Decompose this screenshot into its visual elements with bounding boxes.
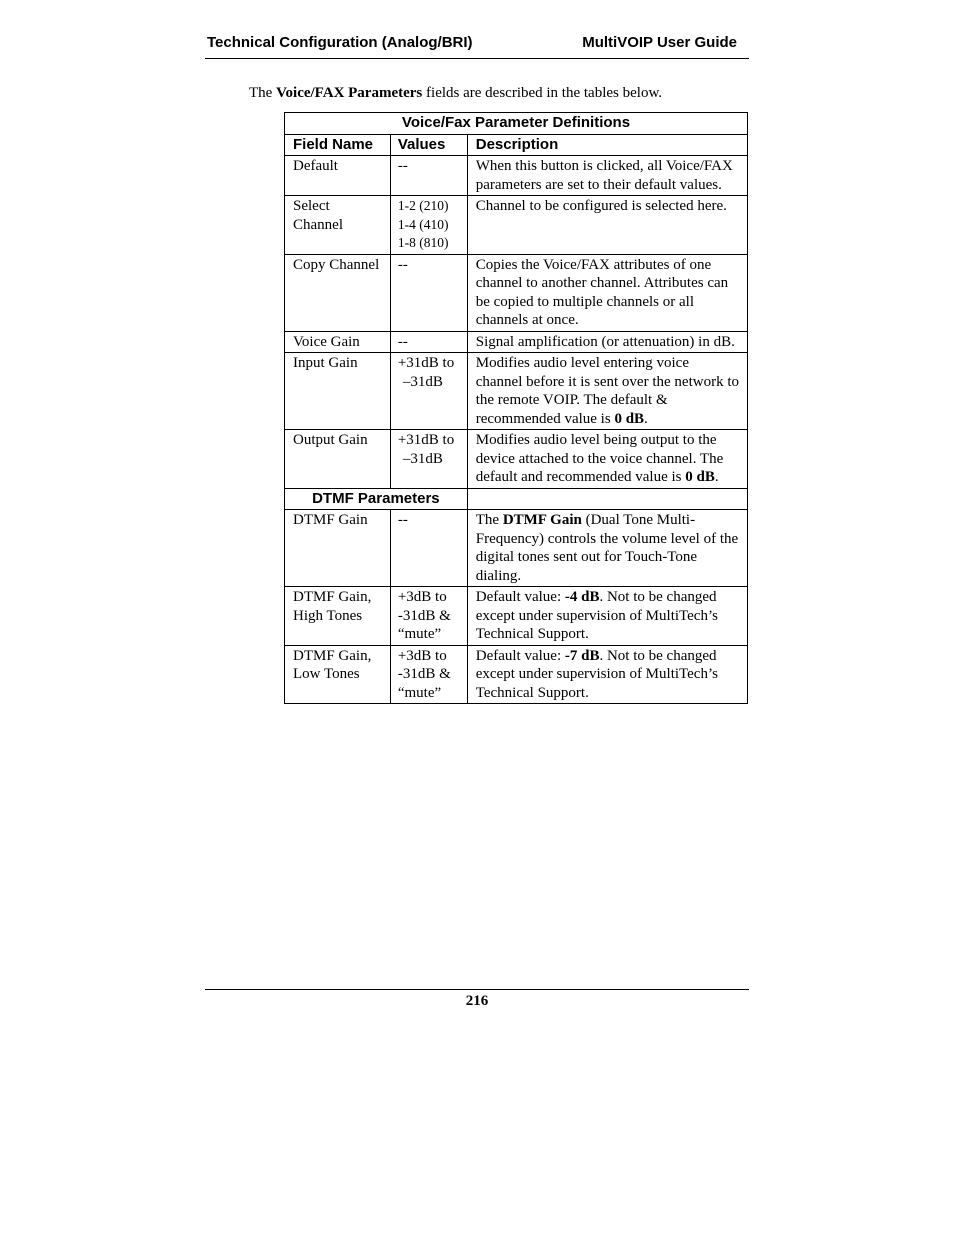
description-bold-text: 0 dB xyxy=(614,410,645,427)
value-line: “mute” xyxy=(397,684,442,701)
values-cell xyxy=(390,510,467,587)
description-cell xyxy=(467,156,747,196)
field-name-cell: Default xyxy=(285,156,391,196)
description-text: Default value: xyxy=(475,647,565,664)
table-header-row xyxy=(285,134,748,156)
value-line: -- xyxy=(397,333,408,350)
description-text: (Dual Tone Multi-Frequency) controls the volume level of the digital tones sent out for Touch-Tone dialing. xyxy=(475,512,739,584)
page-header xyxy=(205,33,749,59)
value-line: +31dB to xyxy=(397,355,455,371)
description-bold-text: -7 dB xyxy=(564,647,600,664)
value-line: -31dB & xyxy=(397,666,451,682)
values-cell xyxy=(390,353,467,430)
intro-bold: Voice/FAX Parameters xyxy=(276,85,423,101)
field-name-cell: DTMF Gain, Low Tones xyxy=(285,645,391,704)
value-line: +3dB to xyxy=(397,589,447,605)
description-text: Channel to be configured is selected here. xyxy=(475,198,727,214)
description-text: . Not to be changed except under supervision of MultiTech’s Technical Support. xyxy=(475,647,718,701)
value-line: “mute” xyxy=(397,626,442,642)
column-header-field-name: Field Name xyxy=(285,134,391,156)
value-line: -- xyxy=(397,158,408,174)
description-text: When this button is clicked, all Voice/FAX parameters are set to their default values. xyxy=(475,158,733,193)
value-line: 1-2 (210) xyxy=(397,198,449,213)
table-row xyxy=(285,430,748,489)
description-text: . xyxy=(714,469,719,485)
column-header-values: Values xyxy=(390,134,467,156)
values-cell xyxy=(390,156,467,196)
description-cell xyxy=(467,430,747,489)
dtmf-section-row xyxy=(285,488,748,510)
values-cell xyxy=(390,254,467,331)
table-row xyxy=(285,587,748,646)
field-name-cell: Input Gain xyxy=(285,353,391,430)
page-footer xyxy=(205,989,749,1010)
table-row xyxy=(285,510,748,587)
description-cell xyxy=(467,510,747,587)
dtmf-section-empty-cell xyxy=(467,488,747,510)
dtmf-section-heading: DTMF Parameters xyxy=(285,488,468,510)
description-text: . Not to be changed except under supervision of MultiTech’s Technical Support. xyxy=(475,589,718,642)
values-cell xyxy=(390,331,467,353)
table-row xyxy=(285,645,748,704)
field-name-cell: Select Channel xyxy=(285,196,391,255)
values-cell xyxy=(390,196,467,255)
values-cell xyxy=(390,645,467,704)
description-cell xyxy=(467,587,747,646)
field-name-cell: DTMF Gain, High Tones xyxy=(285,587,391,646)
table-row xyxy=(285,254,748,331)
description-text: The xyxy=(475,512,503,528)
field-name-cell: Copy Channel xyxy=(285,254,391,331)
value-line: –31dB xyxy=(402,450,443,467)
value-line: –31dB xyxy=(402,373,443,390)
value-line: -- xyxy=(397,256,408,273)
values-cell xyxy=(390,430,467,489)
description-text: Copies the Voice/FAX attributes of one channel to another channel. Attributes can be copied to multiple channels or all channels at once. xyxy=(475,256,729,328)
table-row xyxy=(285,353,748,430)
voice-fax-definitions-table xyxy=(284,112,748,704)
section-title: Technical Configuration (Analog/BRI) xyxy=(207,34,473,51)
guide-title: MultiVOIP User Guide xyxy=(582,34,737,51)
page-number: 216 xyxy=(465,993,489,1009)
description-cell xyxy=(467,645,747,704)
table-row xyxy=(285,196,748,255)
value-line: -- xyxy=(397,512,408,528)
intro-pre: The xyxy=(249,85,277,101)
description-bold-text: -4 dB xyxy=(564,589,600,605)
field-name-cell: DTMF Gain xyxy=(285,510,391,587)
table-row xyxy=(285,156,748,196)
value-line: -31dB & xyxy=(397,607,451,624)
intro-paragraph xyxy=(249,85,662,102)
description-text: Modifies audio level being output to the device attached to the voice channel. The default and recommended value is xyxy=(475,432,724,485)
description-text: Default value: xyxy=(475,589,565,605)
value-line: 1-8 (810) xyxy=(397,235,449,250)
field-name-cell: Output Gain xyxy=(285,430,391,489)
description-cell xyxy=(467,196,747,255)
description-bold-text: 0 dB xyxy=(685,469,715,485)
table-row xyxy=(285,331,748,353)
description-text: . xyxy=(644,410,648,427)
intro-post: fields are described in the tables below. xyxy=(422,85,663,101)
description-cell xyxy=(467,353,747,430)
value-line: +3dB to xyxy=(397,647,447,664)
description-text: Modifies audio level entering voice channel before it is sent over the network to the remote VOIP. The default & recommended value is xyxy=(475,355,739,427)
field-name-cell: Voice Gain xyxy=(285,331,391,353)
description-text: Signal amplification (or attenuation) in dB. xyxy=(475,333,735,350)
description-cell xyxy=(467,331,747,353)
description-bold-text: DTMF Gain xyxy=(502,512,582,528)
column-header-description: Description xyxy=(467,134,747,156)
values-cell xyxy=(390,587,467,646)
value-line: 1-4 (410) xyxy=(397,216,449,232)
table-title: Voice/Fax Parameter Definitions xyxy=(285,113,748,135)
description-cell xyxy=(467,254,747,331)
value-line: +31dB to xyxy=(397,432,455,448)
